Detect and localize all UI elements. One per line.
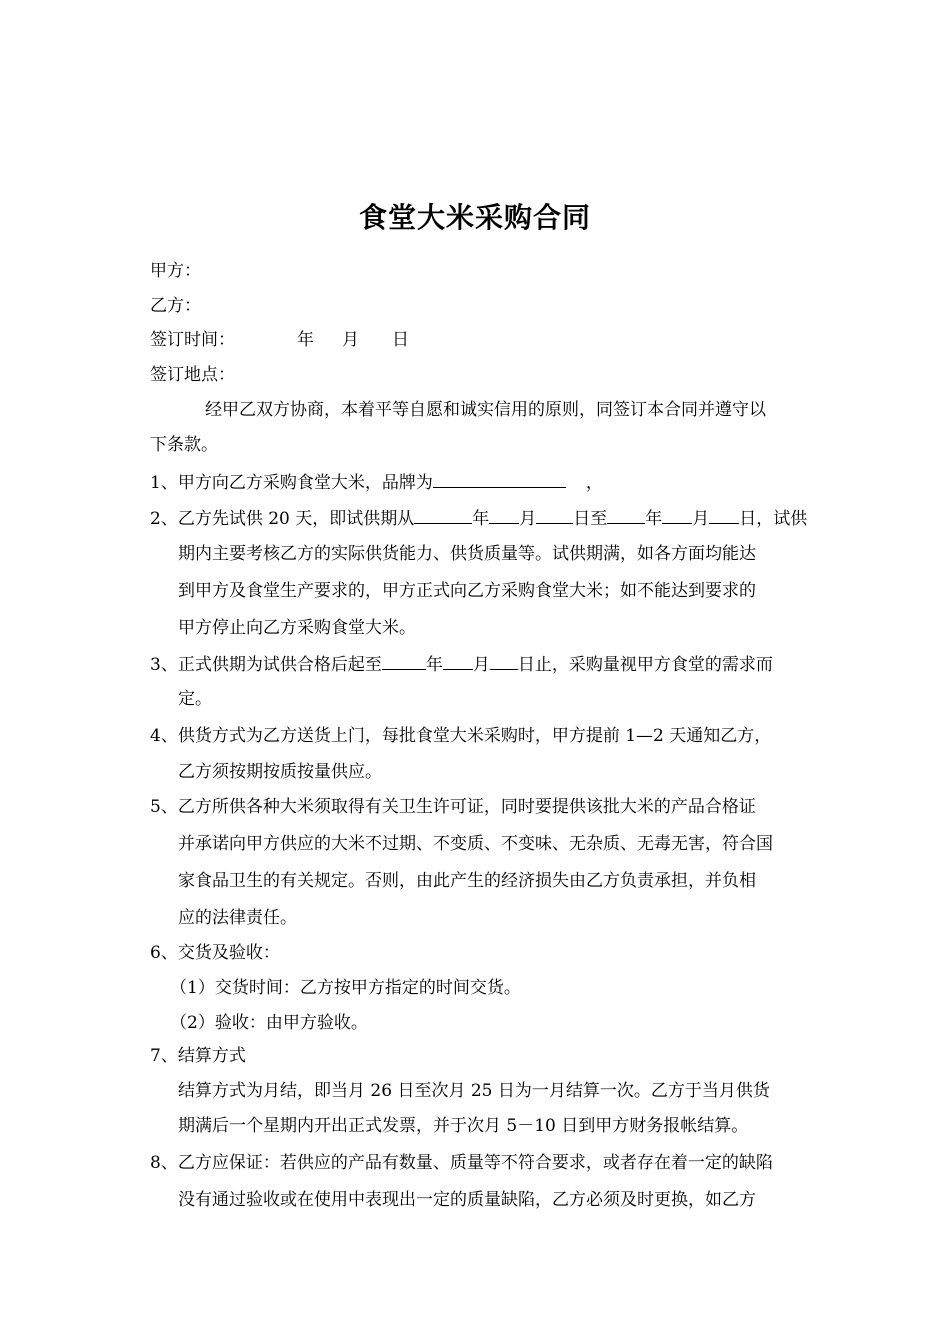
- clause-7-line-2: 期满后一个星期内开出正式发票，并于次月 5－10 日到甲方财务报帐结算。: [178, 1116, 749, 1136]
- sign-year: 年: [297, 330, 314, 350]
- trial-start-month-blank: [489, 505, 519, 524]
- clause-5-line-4: 应的法律责任。: [178, 908, 297, 928]
- clause-3-intro: 3、正式供期为试供合格后起至: [150, 655, 382, 675]
- clause-6-title: 6、交货及验收：: [150, 943, 280, 963]
- party-b-label: 乙方：: [150, 296, 201, 316]
- clause-1-tail: ，: [585, 473, 603, 493]
- trial-end-month-blank: [662, 505, 692, 524]
- clause-7-line-1: 结算方式为月结，即当月 26 日至次月 25 日为一月结算一次。乙方于当月供货: [178, 1081, 770, 1101]
- formal-end-day: 日止，采购量视甲方食堂的需求而: [517, 655, 773, 675]
- clause-7-title: 7、结算方式: [150, 1046, 246, 1066]
- trial-start-day-blank: [536, 505, 573, 524]
- sign-day: 日: [392, 330, 409, 350]
- trial-start-day: 日至: [573, 509, 608, 529]
- trial-start-year: 年: [472, 509, 490, 529]
- clause-8-line-1: 8、乙方应保证：若供应的产品有数量、质量等不符合要求，或者存在着一定的缺陷: [150, 1153, 773, 1173]
- clause-3-line-2: 定。: [178, 689, 212, 709]
- sign-time-label: 签订时间：: [150, 330, 235, 350]
- clause-2-line-2: 期内主要考核乙方的实际供货能力、供货质量等。试供期满，如各方面均能达: [178, 544, 756, 564]
- clause-1-text: 1、甲方向乙方采购食堂大米，品牌为: [150, 473, 433, 493]
- clause-4-line-1: 4、供货方式为乙方送货上门，每批食堂大米采购时，甲方提前 1—2 天通知乙方，: [150, 726, 772, 746]
- clause-4-line-2: 乙方须按期按质按量供应。: [178, 762, 382, 782]
- clause-6-item-1: （1）交货时间：乙方按甲方指定的时间交货。: [170, 978, 521, 998]
- trial-end-day-blank: [709, 505, 739, 524]
- intro-line-1: 经甲乙双方协商，本着平等自愿和诚实信用的原则，同签订本合同并遵守以: [205, 400, 766, 420]
- clause-5-line-3: 家食品卫生的有关规定。否则，由此产生的经济损失由乙方负责承担，并负相: [178, 871, 756, 891]
- clause-3-line-1: [150, 651, 773, 677]
- clause-5-line-2: 并承诺向甲方供应的大米不过期、不变质、不变味、无杂质、无毒无害，符合国: [178, 834, 773, 854]
- formal-end-year: 年: [425, 655, 443, 675]
- clause-8-line-2: 没有通过验收或在使用中表现出一定的质量缺陷，乙方必须及时更换，如乙方: [178, 1190, 756, 1210]
- trial-end-month: 月: [692, 509, 710, 529]
- formal-end-day-blank: [490, 651, 518, 670]
- sign-month: 月: [342, 330, 359, 350]
- formal-end-month: 月: [472, 655, 490, 675]
- trial-end-day: 日，试供: [739, 509, 808, 529]
- clause-2-line-4: 甲方停止向乙方采购食堂大米。: [178, 618, 416, 638]
- clause-6-item-2: （2）验收：由甲方验收。: [170, 1013, 368, 1033]
- trial-end-year: 年: [645, 509, 663, 529]
- clause-2-intro: 2、乙方先试供 20 天，即试供期从: [150, 509, 415, 529]
- intro-line-2: 下条款。: [150, 435, 218, 455]
- trial-start-year-blank: [414, 505, 472, 524]
- document-title: 食堂大米采购合同: [358, 201, 591, 234]
- party-a-label: 甲方：: [150, 261, 201, 281]
- clause-1: [150, 469, 603, 495]
- sign-time-row: [150, 328, 409, 352]
- formal-end-month-blank: [443, 651, 473, 670]
- brand-blank: [433, 469, 566, 488]
- clause-2-line-3: 到甲方及食堂生产要求的，甲方正式向乙方采购食堂大米；如不能达到要求的: [178, 581, 756, 601]
- clause-2-line-1: [150, 505, 807, 531]
- formal-end-year-blank: [382, 651, 426, 670]
- clause-5-line-1: 5、乙方所供各种大米须取得有关卫生许可证，同时要提供该批大米的产品合格证: [150, 797, 756, 817]
- trial-end-year-blank: [607, 505, 645, 524]
- sign-place-label: 签订地点：: [150, 365, 235, 385]
- trial-start-month: 月: [519, 509, 537, 529]
